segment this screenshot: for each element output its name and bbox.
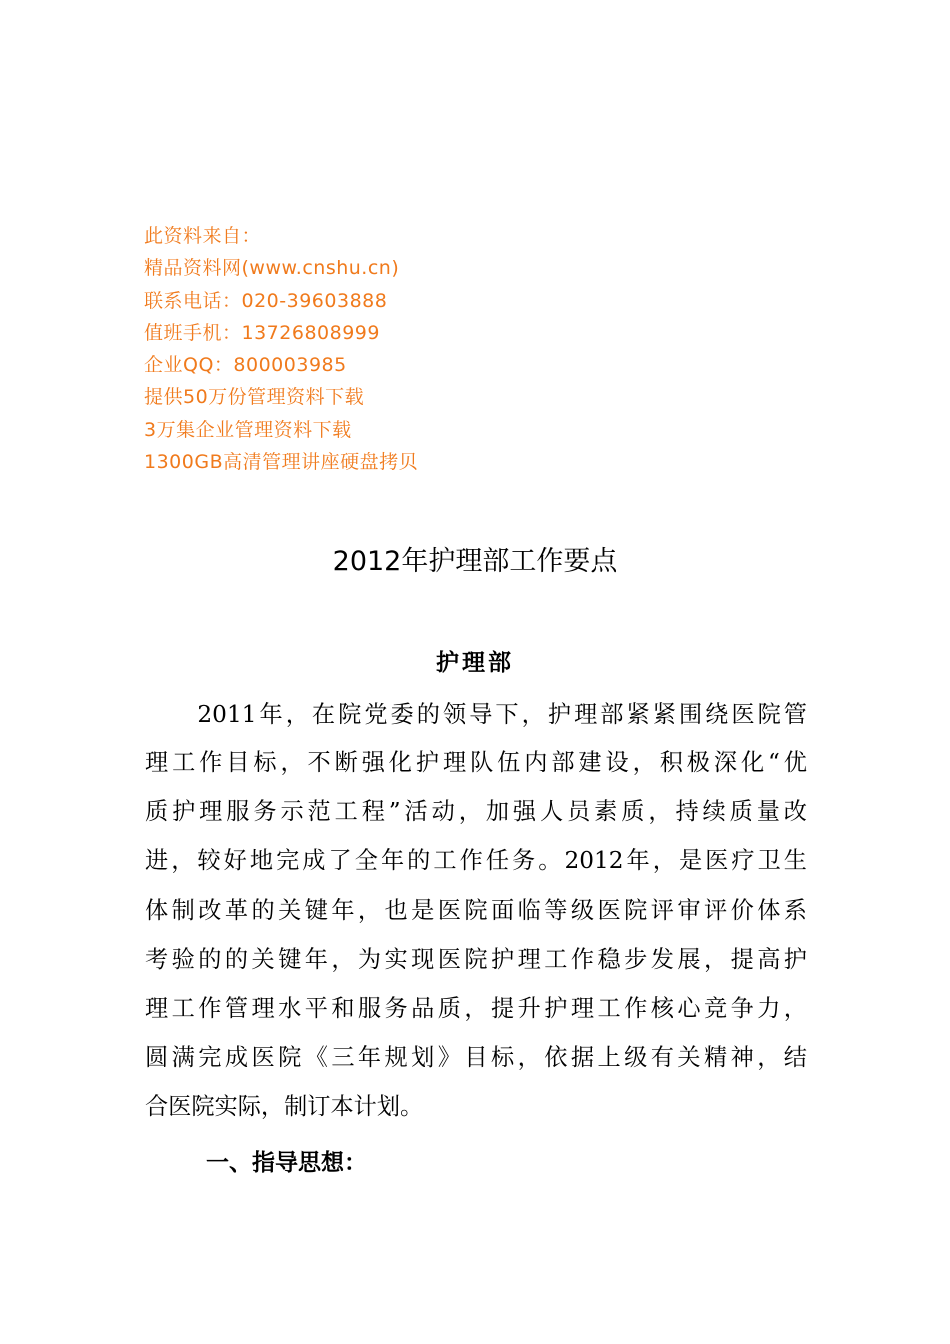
promo-mobile-line: 值班手机：13726808999 [144,321,380,344]
paragraph-line: 理工作目标，不断强化护理队伍内部建设，积极深化“优 [145,749,807,776]
department-name: 护理部 [436,649,514,676]
paragraph-line: 圆满完成医院《三年规划》目标，依据上级有关精神，结 [145,1044,807,1071]
promo-offer-line: 3万集企业管理资料下载 [144,418,352,441]
paragraph-line: 理工作管理水平和服务品质，提升护理工作核心竞争力， [145,995,807,1022]
paragraph-line: 2011年，在院党委的领导下，护理部紧紧围绕医院管 [145,701,807,728]
promo-source-line: 此资料来自： [144,225,262,247]
paragraph-line: 进，较好地完成了全年的工作任务。2012年，是医疗卫生 [145,847,807,874]
document-title: 2012年护理部工作要点 [332,546,618,577]
promo-qq-line: 企业QQ：800003985 [144,354,347,377]
promo-website-line: 精品资料网(www.cnshu.cn) [144,257,400,280]
promo-block [144,220,644,478]
promo-offer-line: 1300GB高清管理讲座硬盘拷贝 [144,451,419,474]
paragraph-line: 体制改革的关键年，也是医院面临等级医院评审评价体系 [145,897,807,924]
promo-phone-line: 联系电话：020-39603888 [144,289,388,312]
paragraph-line: 质护理服务示范工程”活动，加强人员素质，持续质量改 [145,798,807,825]
paragraph-line: 合医院实际，制订本计划。 [145,1093,424,1120]
section-heading: 一、指导思想： [206,1150,367,1176]
promo-offer-line: 提供50万份管理资料下载 [144,386,365,409]
paragraph-line: 考验的的关键年，为实现医院护理工作稳步发展，提高护 [145,946,807,973]
